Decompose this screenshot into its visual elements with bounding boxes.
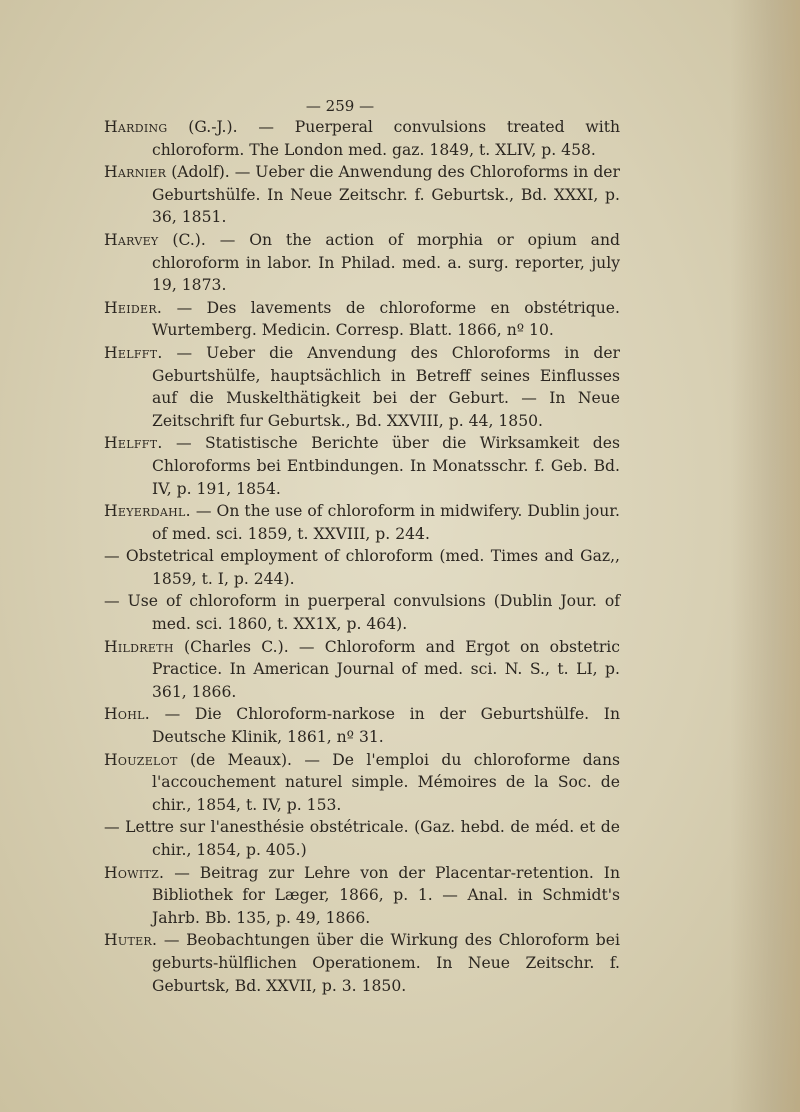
entry-author: Harvey <box>104 230 159 249</box>
bibliography-entry <box>104 229 620 297</box>
bibliography-entry <box>104 749 620 817</box>
entry-text: — Obstetrical employment of chloroform (med. Times and Gaz,, 1859, t. I, p. 244). <box>104 547 620 588</box>
bibliography-entry <box>104 432 620 500</box>
entry-author: Harnier <box>104 163 167 182</box>
bibliography-entry <box>104 342 620 432</box>
bibliography-entry <box>104 116 620 161</box>
entry-text: — Lettre sur l'anesthésie obstétricale. (Gaz. hebd. de méd. et de chir., 1854, p. 405.) <box>104 818 620 859</box>
entry-text: (de Meaux). — De l'emploi du chloroforme dans l'accouchement naturel simple. Mémoires de la Soc. de chir., 1854, t. IV, p. 153. <box>152 750 620 814</box>
entry-author: Hildreth <box>104 637 174 656</box>
entry-author: Heyerdahl. <box>104 502 191 521</box>
bibliography-list <box>104 116 620 997</box>
entry-author: Helfft. <box>104 434 163 453</box>
entry-text: — Ueber die Anvendung des Chloroforms in der Geburtshülfe, hauptsächlich in Betreff seines Einflusses auf die Muskelthätigkeit bei der Geburt. — In Neue Zeitschrift fur Geburtsk., Bd. XXVIII, p. 44, 1850. <box>152 343 620 430</box>
page-edge-shading <box>730 0 800 1112</box>
bibliography-entry <box>104 500 620 545</box>
entry-text: (G.-J.). — Puerperal convulsions treated with chloroform. The London med. gaz. 1849, t. XLIV, p. 458. <box>152 118 620 159</box>
entry-text: — Use of chloroform in puerperal convulsions (Dublin Jour. of med. sci. 1860, t. XX1X, p. 464). <box>104 592 620 634</box>
entry-author: Harding <box>104 118 168 136</box>
bibliography-entry <box>104 161 620 229</box>
entry-text: — Beitrag zur Lehre von der Placentar-retention. In Bibliothek for Læger, 1866, p. 1. — Anal. in Schmidt's Jahrb. Bb. 135, p. 49, 1866. <box>152 863 620 927</box>
bibliography-entry <box>104 636 620 704</box>
entry-author: Huter. <box>104 931 158 950</box>
entry-author: Helfft. <box>104 343 163 362</box>
bibliography-entry <box>104 862 620 930</box>
entry-text: — Statistische Berichte über die Wirksamkeit des Chloroforms bei Entbindungen. In Monatsschr. f. Geb. Bd. IV, p. 191, 1854. <box>152 434 620 498</box>
entry-author: Houzelot <box>104 750 178 769</box>
bibliography-entry <box>104 590 620 635</box>
bibliography-entry <box>104 703 620 748</box>
entry-text: — Des lavements de chloroforme en obstétrique. Wurtemberg. Medicin. Corresp. Blatt. 1866, nº 10. <box>152 298 620 340</box>
page-number: — 259 — <box>305 97 375 115</box>
entry-text: — On the use of chloroform in midwifery. Dublin jour. of med. sci. 1859, t. XXVIII, p. 244. <box>152 502 620 543</box>
entry-text: (C.). — On the action of morphia or opium and chloroform in labor. In Philad. med. a. surg. reporter, july 19, 1873. <box>152 230 620 295</box>
bibliography-entry <box>104 929 620 997</box>
bibliography-entry <box>104 545 620 590</box>
entry-author: Hohl. <box>104 705 150 724</box>
entry-author: Howitz. <box>104 863 165 882</box>
entry-text: — Die Chloroform-narkose in der Geburtshülfe. In Deutsche Klinik, 1861, nº 31. <box>149 705 620 747</box>
bibliography-entry <box>104 816 620 861</box>
bibliography-entry <box>104 297 620 342</box>
entry-text: (Adolf). — Ueber die Anwendung des Chloroforms in der Geburtshülfe. In Neue Zeitschr. f. Geburtsk., Bd. XXXI, p. 36, 1851. <box>152 163 620 227</box>
entry-author: Heider. <box>104 298 163 317</box>
entry-text: (Charles C.). — Chloroform and Ergot on obstetric Practice. In American Journal of med. sci. N. S., t. LI, p. 361, 1866. <box>152 637 620 701</box>
entry-text: — Beobachtungen über die Wirkung des Chloroform bei geburts-hülflichen Operationem. In Neue Zeitschr. f. Geburtsk, Bd. XXVII, p. 3. 1850. <box>152 931 620 995</box>
